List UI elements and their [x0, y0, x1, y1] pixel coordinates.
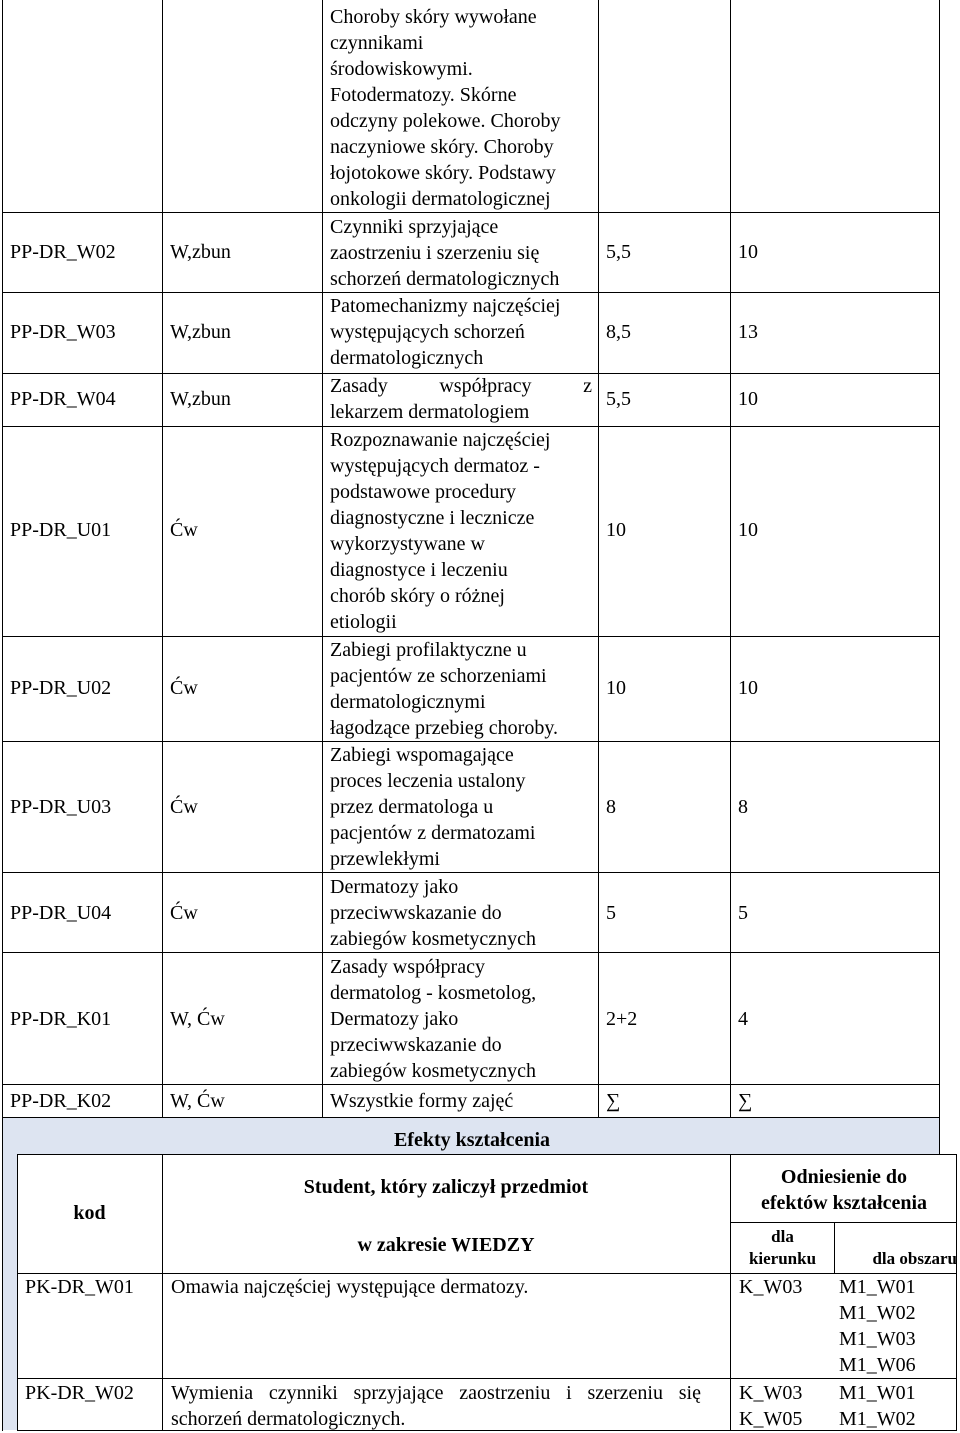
- hours-2: 10: [738, 388, 758, 410]
- efekt-obszar: M1_W01 M1_W02: [839, 1382, 916, 1430]
- hours-1: 2+2: [606, 1008, 638, 1030]
- topic-desc: Zabiegi wspomagające proces leczenia ustalony przez dermatologa u pacjentów z dermatozami przewlekłymi: [330, 744, 536, 870]
- topic-desc: Rozpoznawanie najczęściej występujących dermatoz - podstawowe procedury diagnostyczne i lecznicze wykorzystywane w diagnostyce i leczeniu chorób skóry o różnej etiologii: [330, 429, 551, 633]
- hours-2: 4: [738, 1008, 748, 1030]
- topic-desc: Zasady współpracy dermatolog - kosmetolog, Dermatozy jako przeciwwskazanie do zabiegów kosmetycznych: [330, 956, 537, 1082]
- column-header-kierunek: dla kierunku: [748, 1227, 817, 1268]
- hours-2: 10: [738, 519, 758, 541]
- hours-2: 13: [738, 321, 758, 343]
- effect-code: PP-DR_W03: [10, 321, 116, 343]
- effect-code: PP-DR_U02: [10, 677, 112, 699]
- column-header-kod: kod: [73, 1202, 106, 1224]
- wiedza-subheader: w zakresie WIEDZY: [357, 1234, 535, 1256]
- efekty-title: Efekty kształcenia: [393, 1129, 551, 1151]
- hours-2: 10: [738, 677, 758, 699]
- topic-desc: Zabiegi profilaktyczne u pacjentów ze schorzeniami dermatologicznymi łagodzące przebieg choroby.: [330, 639, 559, 739]
- effect-code: PP-DR_W04: [10, 388, 116, 410]
- hours-1: 8: [606, 796, 616, 818]
- column-header-obszar: dla obszaru: [872, 1249, 957, 1268]
- topic-desc: Dermatozy jako przeciwwskazanie do zabiegów kosmetycznych: [330, 876, 537, 950]
- class-form: W, Ćw: [170, 1090, 225, 1112]
- hours-1: 8,5: [606, 321, 631, 343]
- efekt-kierunek: K_W03: [739, 1276, 803, 1298]
- efekt-kod: PK-DR_W02: [25, 1382, 134, 1404]
- left-margin-band: [3, 1118, 17, 1430]
- sum-symbol-1: ∑: [606, 1090, 621, 1112]
- topic-desc: Wszystkie formy zajęć: [330, 1090, 514, 1112]
- class-form: Ćw: [170, 902, 198, 924]
- hours-1: 10: [606, 677, 626, 699]
- effect-code: PP-DR_K02: [10, 1090, 112, 1112]
- class-form: W,zbun: [170, 321, 231, 343]
- efekt-text: Wymienia czynniki sprzyjające zaostrzeniu i szerzeniu się schorzeń dermatologicznych.: [171, 1382, 701, 1430]
- effect-code: PP-DR_U04: [10, 902, 112, 924]
- efekt-text: Omawia najczęściej występujące dermatozy.: [171, 1276, 529, 1298]
- effect-code: PP-DR_K01: [10, 1008, 112, 1030]
- hours-1: 5,5: [606, 241, 631, 263]
- hours-2: 5: [738, 902, 748, 924]
- class-form: Ćw: [170, 796, 198, 818]
- sum-symbol-2: ∑: [738, 1090, 753, 1112]
- column-header-student: Student, który zaliczył przedmiot: [303, 1176, 589, 1198]
- hours-1: 5: [606, 902, 616, 924]
- topic-desc: Patomechanizmy najczęściej występujących schorzeń dermatologicznych: [330, 295, 561, 369]
- class-form: W,zbun: [170, 388, 231, 410]
- efekt-kod: PK-DR_W01: [25, 1276, 134, 1298]
- efekt-kierunek: K_W03 K_W05: [739, 1382, 803, 1430]
- hours-1: 10: [606, 519, 626, 541]
- column-header-odniesienie: Odniesienie do efektów kształcenia: [760, 1166, 928, 1214]
- hours-2: 8: [738, 796, 748, 818]
- effect-code: PP-DR_U03: [10, 796, 112, 818]
- effect-code: PP-DR_U01: [10, 519, 112, 541]
- topic-desc: Choroby skóry wywołane czynnikami środowiskowymi. Fotodermatozy. Skórne odczyny polekowe. Choroby naczyniowe skóry. Choroby łojotokowe skóry. Podstawy onkologii dermatologicznej: [330, 6, 561, 210]
- topic-desc: Czynniki sprzyjające zaostrzeniu i szerzeniu się schorzeń dermatologicznych: [330, 216, 560, 290]
- class-form: W, Ćw: [170, 1008, 225, 1030]
- hours-1: 5,5: [606, 388, 631, 410]
- topic-desc: Zasady współpracy z lekarzem dermatologiem: [330, 375, 592, 423]
- efekt-obszar: M1_W01 M1_W02 M1_W03 M1_W06: [839, 1276, 916, 1376]
- class-form: Ćw: [170, 519, 198, 541]
- class-form: Ćw: [170, 677, 198, 699]
- hours-2: 10: [738, 241, 758, 263]
- effect-code: PP-DR_W02: [10, 241, 116, 263]
- class-form: W,zbun: [170, 241, 231, 263]
